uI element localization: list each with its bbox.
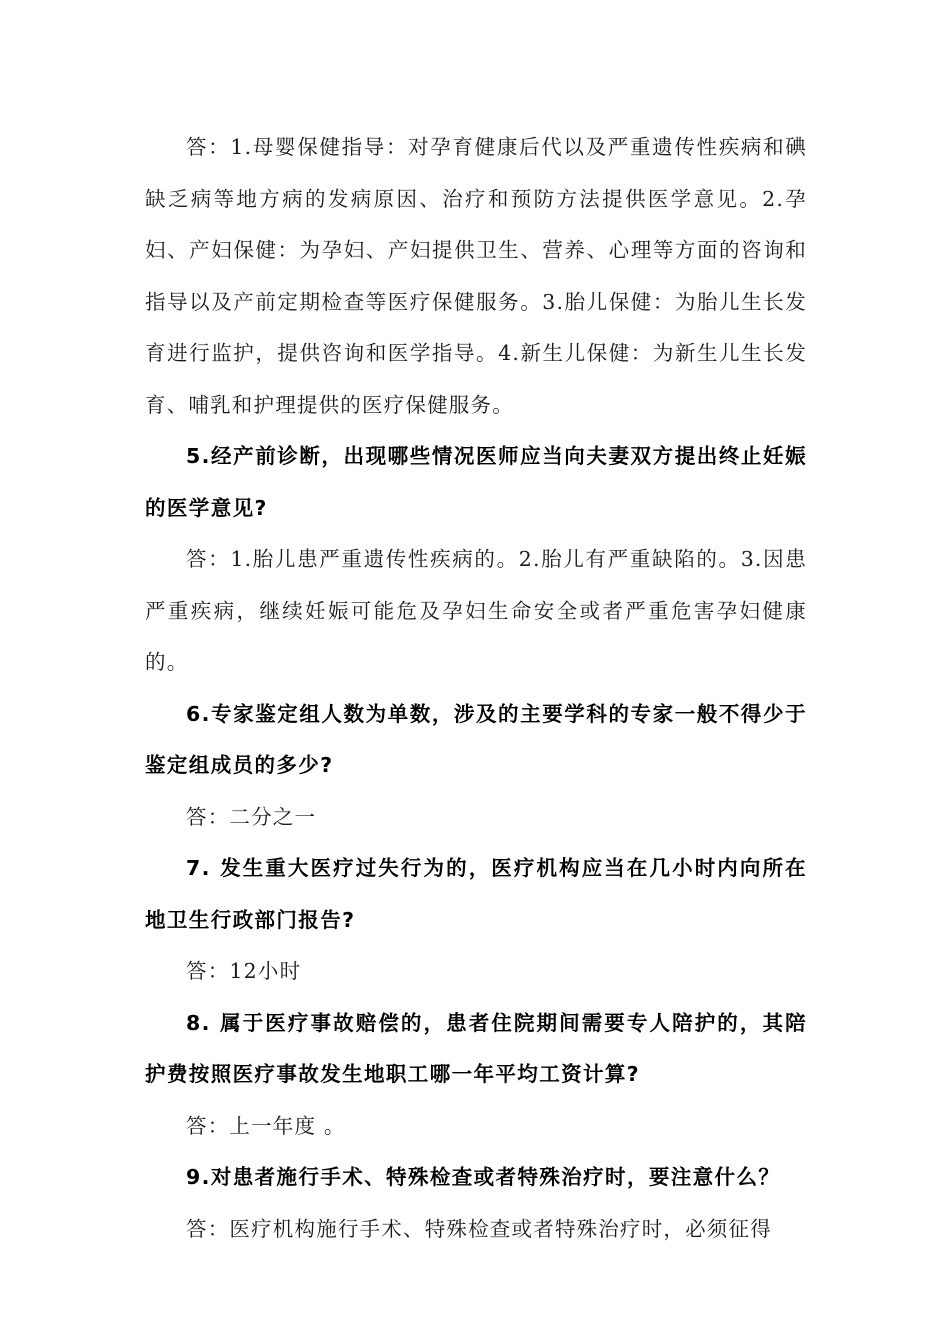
question-6: 6.专家鉴定组人数为单数，涉及的主要学科的专家一般不得少于鉴定组成员的多少? (145, 701, 807, 777)
question-7: 7. 发生重大医疗过失行为的，医疗机构应当在几小时内向所在地卫生行政部门报告? (145, 856, 807, 932)
answer-5: 答：1.胎儿患严重遗传性疾病的。2.胎儿有严重缺陷的。3.因患严重疾病，继续妊娠可能危及孕妇生命安全或者严重危害孕妇健康的。 (145, 547, 807, 674)
question-8: 8. 属于医疗事故赔偿的，患者住院期间需要专人陪护的，其陪护费按照医疗事故发生地职工哪一年平均工资计算? (145, 1010, 807, 1086)
answer-8: 答：上一年度 。 (186, 1113, 346, 1138)
answer-9: 答：医疗机构施行手术、特殊检查或者特殊治疗时，必须征得 (186, 1216, 772, 1241)
question-5: 5.经产前诊断，出现哪些情况医师应当向夫妻双方提出终止妊娠的医学意见? (145, 444, 807, 520)
answer-6: 答：二分之一 (186, 804, 317, 829)
document-body (145, 122, 807, 1255)
answer-7: 答：12小时 (186, 959, 302, 983)
answer-paragraph-4: 答：1.母婴保健指导：对孕育健康后代以及严重遗传性疾病和碘缺乏病等地方病的发病原因、治疗和预防方法提供医学意见。2.孕妇、产妇保健：为孕妇、产妇提供卫生、营养、心理等方面的咨询和指导以及产前定期检查等医疗保健服务。3.胎儿保健：为胎儿生长发育进行监护，提供咨询和医学指导。4.新生儿保健：为新生儿生长发育、哺乳和护理提供的医疗保健服务。 (145, 135, 807, 417)
question-9: 9.对患者施行手术、特殊检查或者特殊治疗时，要注意什么？ (186, 1165, 781, 1189)
